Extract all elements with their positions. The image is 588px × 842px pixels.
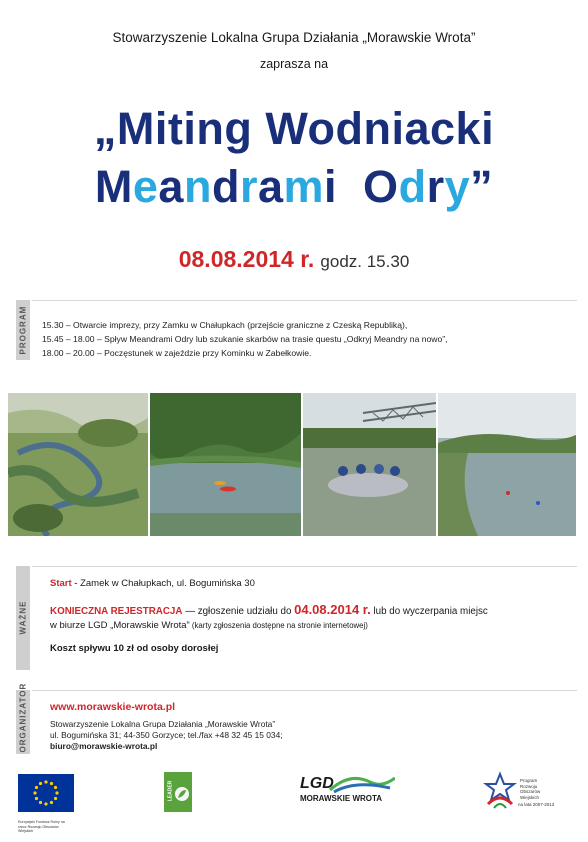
organizer-address: ul. Bogumińska 31; 44-350 Gorzyce; tel./fax +48 32 45 15 034; bbox=[50, 730, 283, 740]
organization-name: Stowarzyszenie Lokalna Grupa Działania „Morawskie Wrota” bbox=[112, 30, 476, 45]
title-letter: O bbox=[363, 161, 399, 212]
title-letter: i bbox=[324, 161, 338, 212]
eu-star bbox=[55, 791, 58, 794]
eu-star bbox=[39, 801, 42, 804]
registration-office bbox=[50, 620, 368, 631]
start-info bbox=[50, 578, 255, 589]
title-letter: r bbox=[426, 161, 445, 212]
website-link[interactable]: www.morawskie-wrota.pl bbox=[50, 701, 176, 713]
title-letter: m bbox=[283, 161, 325, 212]
eu-star bbox=[39, 782, 42, 785]
program-sidebar bbox=[16, 300, 30, 360]
registration-label: KONIECZNA REJESTRACJA bbox=[50, 606, 183, 617]
start-text: Zamek w Chałupkach, ul. Bogumińska 30 bbox=[77, 578, 255, 589]
photo-aerial-river bbox=[8, 393, 148, 536]
organizer-label: ORGANIZATOR bbox=[18, 682, 28, 753]
lgd-subtitle: MORAWSKIE WROTA bbox=[300, 794, 383, 803]
prow-emblem-icon bbox=[482, 770, 518, 810]
prow-years: na lata 2007-2013 bbox=[518, 802, 555, 807]
event-date: 08.08.2014 r. bbox=[178, 246, 315, 272]
registration-info bbox=[50, 602, 488, 617]
eu-star bbox=[35, 786, 38, 789]
program-item: 18.00 – 20.00 – Poczęstunek w zajeździe przy Kominku w Zabełkowie. bbox=[42, 348, 312, 358]
eu-flag-logo bbox=[18, 774, 74, 834]
eu-star bbox=[44, 780, 47, 783]
event-date-line bbox=[0, 246, 588, 273]
prow-logo bbox=[482, 770, 572, 818]
title-letter: ” bbox=[470, 161, 494, 212]
eu-star bbox=[50, 782, 53, 785]
lgd-logo bbox=[300, 770, 395, 814]
program-divider bbox=[32, 300, 577, 301]
eu-flag-icon bbox=[18, 774, 74, 812]
invites-text: zaprasza na bbox=[259, 57, 329, 71]
eu-star bbox=[50, 801, 53, 804]
important-divider bbox=[32, 566, 577, 567]
organizer-email[interactable]: biuro@morawskie-wrota.pl bbox=[50, 741, 158, 751]
lgd-text: LGD bbox=[300, 775, 334, 792]
organizer-divider bbox=[32, 690, 577, 691]
title-letter: e bbox=[132, 161, 159, 212]
program-item: 15.30 – Otwarcie imprezy, przy Zamku w Chałupkach (przejście graniczne z Czeską Republiką), bbox=[42, 320, 408, 330]
title-letter: M bbox=[94, 161, 133, 212]
registration-deadline: 04.08.2014 r. bbox=[294, 602, 371, 617]
title-letter: d bbox=[211, 161, 240, 212]
organizer-name: Stowarzyszenie Lokalna Grupa Działania „Morawskie Wrota” bbox=[50, 719, 276, 729]
title-letter: n bbox=[183, 161, 212, 212]
eu-star bbox=[54, 786, 57, 789]
eu-star bbox=[33, 791, 36, 794]
important-sidebar bbox=[16, 566, 30, 670]
leader-logo bbox=[164, 772, 192, 812]
eu-star bbox=[44, 802, 47, 805]
leaf-icon bbox=[174, 786, 190, 802]
photo-kayaks-river bbox=[150, 393, 301, 536]
registration-note: (karty zgłoszenia dostępne na stronie internetowej) bbox=[189, 621, 368, 630]
title-letter: y bbox=[444, 161, 471, 212]
start-label: Start - bbox=[50, 578, 78, 589]
program-item: 15.45 – 18.00 – Spływ Meandrami Odry lub szukanie skarbów na trasie questu „Odkryj Meandry na nowo”, bbox=[42, 334, 448, 344]
event-title-line2 bbox=[0, 160, 588, 214]
registration-text-2: lub do wyczerpania miejsc bbox=[370, 606, 488, 617]
leader-text: LEADER bbox=[167, 780, 174, 802]
program-label: PROGRAM bbox=[18, 305, 28, 355]
title-letter: a bbox=[158, 161, 184, 212]
event-hour: godz. 15.30 bbox=[320, 252, 410, 271]
title-letter bbox=[337, 161, 363, 212]
organizer-sidebar bbox=[16, 682, 30, 754]
prow-text: Program Rozwoju Obszarów Wiejskich bbox=[520, 778, 541, 800]
eu-star bbox=[35, 797, 38, 800]
photo-river-beach bbox=[438, 393, 576, 536]
important-label: WAŻNE bbox=[18, 600, 28, 635]
eu-star bbox=[54, 797, 57, 800]
title-letter: d bbox=[398, 161, 427, 212]
title-letter: a bbox=[257, 161, 284, 212]
registration-office-text: w biurze LGD „Morawskie Wrota” bbox=[50, 620, 190, 631]
eu-caption: Europejski Fundusz Rolny na rzecz Rozwoju Obszarów Wiejskich bbox=[18, 820, 65, 833]
registration-text: — zgłoszenie udziału do bbox=[182, 606, 295, 617]
event-title-line1: „Miting Wodniacki bbox=[93, 103, 495, 154]
title-letter: r bbox=[239, 161, 258, 212]
cost-info: Koszt spływu 10 zł od osoby dorosłej bbox=[50, 643, 219, 654]
photo-raft-bridge bbox=[303, 393, 436, 536]
